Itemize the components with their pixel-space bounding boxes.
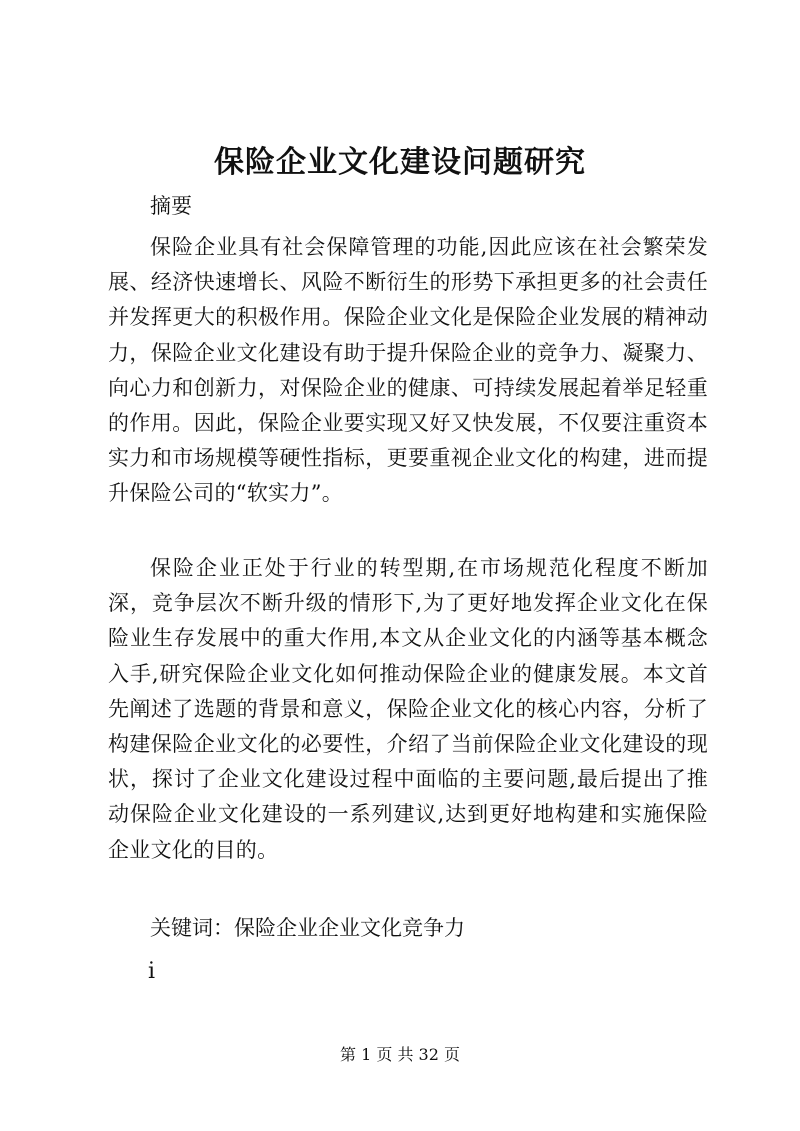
abstract-paragraph-1: 保险企业具有社会保障管理的功能,因此应该在社会繁荣发展、经济快速增长、风险不断衍生的形势下承担更多的社会责任并发挥更大的积极作用。保险企业文化是保险企业发展的精神动力，保险企业文化建设有助于提升保险企业的竞争力、凝聚力、向心力和创新力，对保险企业的健康、可持续发展起着举足轻重的作用。因此，保险企业要实现又好又快发展，不仅要注重资本实力和市场规模等硬性指标，更要重视企业文化的构建，进而提升保险公司的“软实力”。 [108, 235, 708, 506]
abstract-paragraph-2: 保险企业正处于行业的转型期,在市场规范化程度不断加深，竞争层次不断升级的情形下,为了更好地发挥企业文化在保险业生存发展中的重大作用,本文从企业文化的内涵等基本概念入手,研究保险企业文化如何推动保险企业的健康发展。本文首先阐述了选题的背景和意义，保险企业文化的核心内容，分析了构建保险企业文化的必要性，介绍了当前保险企业文化建设的现状，探讨了企业文化建设过程中面临的主要问题,最后提出了推动保险企业文化建设的一系列建议,达到更好地构建和实施保险企业文化的目的。 [108, 556, 708, 862]
page-footer: 第 1 页 共 32 页 [340, 1045, 460, 1064]
abstract-heading: 摘要 [150, 194, 192, 218]
keywords-line: 关键词：保险企业企业文化竞争力 [150, 916, 465, 940]
roman-page-number: i [148, 959, 156, 984]
document-title: 保险企业文化建设问题研究 [214, 145, 586, 180]
